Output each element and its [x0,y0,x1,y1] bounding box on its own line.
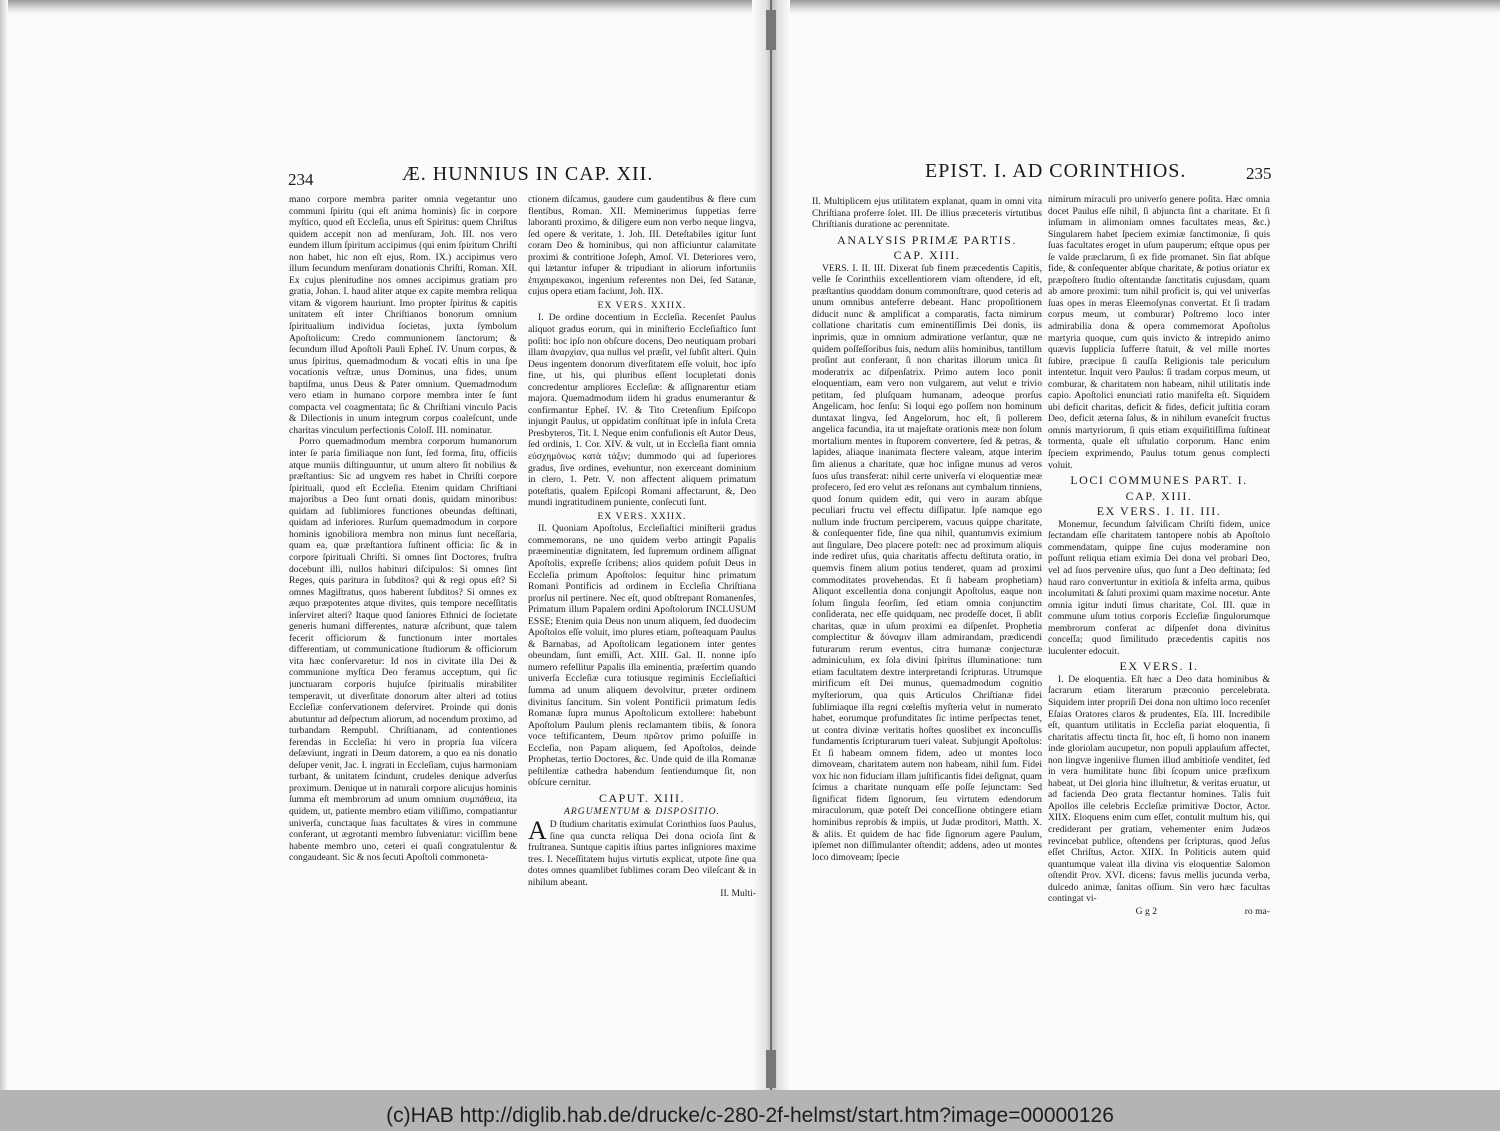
section-heading: ANALYSIS PRIMÆ PARTIS. [837,232,1017,247]
chapter-heading: CAP. XIII. [893,248,961,263]
section-heading: EX VERS. I. [1119,659,1199,674]
paragraph: VERS. I. II. III. Dixerat ſub finem præcedentis Capitis, velle ſe Corinthiis excellentiorem viam oſtendere, id eſt, præſtantius quoddam donum commonſtrare, quod ceteris ad unum omnibus anteferre debeant. Hanc propoſitionem diducit nunc & amplificat a comparatis, facta nimirum collatione charitatis cum eminentiſſimis Dei donis, iis inprimis, quæ in omnium admiratione verſantur, quæ ne quidem poſſeſſoribus ſuis, nedum aliis hominibus, tantillum proſint aut conferant, ſi non charitas illorum unica ſit moderatrix ac diſpenſatrix. Primo autem loco ponit eloquentiam, eam vero non vulgarem, aut velut e trivio petitam, ſed pluſquam humanam, adeoque prorſus Angelicam, hoc ſenſu: Si loqui ego poſſem non hominum duntaxat lingva, ſed Angelorum, hoc eſt, ſi pollerem angelica facundia, ita ut majeſtate orationis meæ non ſolum mortalium mentes in ſtuporem convertere, ſed & petras, & lapides, aliaque inanimata flectere valeam, atque interim ſim alienus a charitate, quæ hoc inſigne munus ad veros ſuos uſus transferat: nihil certe univerſa vi eloquentiæ meæ profecero, ſed ero velut æs reſonans aut cymbalum tinniens, quod ſonum quidem edit, qui vero in auram abſque peculiari fructu vel effectu diſſipatur. Ipſe namque ego nullum inde fructum perciperem, vacuus quippe charitate, & conſequenter fide, ſine qua nihil, quantumvis eximium aut ſingulare, Deo placere poteſt: nec ad proximum aliquis inde rediret uſus, quia charitatis affectu deſtituta oratio, in quemvis finem alium potius tenderet, quam ad proximi commoditates provehendas. Et ſi habeam prophetiam) Aliquot excellentia dona conjungit Apoſtolus, eaque non ſolum ſingula ſeorſim, ſed etiam omnia conjunctim conſiderata, nec eſſe quidquam, nec prodeſſe docet, ſi abſit charitas, quæ in uſum proximi ea diſpenſet. Prophetia complectitur & δύναμιν illam admirandam, prædicendi futurarum rerum eventus, citra humanæ conjecturæ adminiculum, ex ſola divini ſpiritus illuminatione: tum etiam facultatem dextre interpretandi ſcripturas. Utrumque mirificum eſt Dei munus, quemadmodum cognitio myſteriorum, qua quis Articulos Chriſtianæ fidei ſublimiaque illa regni cœleſtis myſteria velut in numerato habet, eorumque profunditates ſic intime perſpectas tenet, ut contra divinæ veritatis hoſtes quoslibet ex inconcuſſis fundamentis ſcripturarum tueri valeat. Subjungit Apoſtolus: Et ſi habeam omnem fidem, adeo ut montes loco dimoveam, charitatem autem non habeam, nihil ſum. Fidei vox hic non fiduciam illam juſtificantis fidei deſignat, quam ſcimus a charitate nunquam eſſe poſſe ſejunctam: Sed ſignificat fidem ſignorum, ſeu virtutem edendorum miraculorum, quæ poteſt Dei conceſſione obtingere etiam hominibus reprobis & impiis, ut Judæ proditori, Matth. X. & aliis. Et quidem de hac fide ſignorum agere Paulum, ipſemet non diſſimulanter oſtendit; addens, adeo ut montes loco dimoveam; ſpecie [812,262,1042,863]
left-page-number: 234 [288,170,314,189]
right-page-number: 235 [1246,164,1272,183]
scan-top-edge [0,0,1500,14]
paragraph: Porro quemadmodum membra corporum humanorum inter ſe paria ſimiliaque non ſunt, ſed forma, ſitu, officiis atque muniis diſtinguuntur, ut unum altero ſit nobilius & præſtantius: Sic ad ungvem res habet in Chriſti corpore ſpirituali, quod eſt Eccleſia. Etenim quidam Chriſtiani majoribus a Deo ſunt ornati donis, quidam minoribus: quidam ad ſublimiores functiones obeundas deſtinati, quidam ad inferiores. Rurſum quemadmodum in corpore hominis ignobiliora membra non minus ſunt neceſſaria, quam ea, quæ præſtantiora ſuſtinent officia: ſic & in corpore ſpirituali Chriſti. Si omnes ſint Doctores, fruſtra docebunt illi, nullos habituri diſcipulos: Si omnes ſint Reges, quis paritura in ſubditos? qui & regi opus eſt? Si omnes Magiſtratus, quos haberent ſubditos? Si omnes ex æquo præpotentes atque divites, quis tempore neceſſitatis inſerviret alteri? Itaque quod ſaniores Ethnici de ſocietate generis humani differentes, naturæ aſcribunt, quæ talem fecerit officiorum & functionum inter mortales differentiam, ut communicatione ſtudiorum & officiorum vita hæc conſervaretur: Id nos in civitate illa Dei & communione myſtica Deo feramus acceptum, qui ſic junctuaram corporis hujuſce ſpiritualis mirabiliter temperavit, ut diverſitate donorum alter alteri ad totius Eccleſiæ conſervationem deſerviret. Proinde qui donis abutuntur ad deſpectum aliorum, ad nocendum proximo, ad turbandam Rempubl. Chriſtianam, ad contentiones ferendas in Eccleſia: hi vero in propria ſua viſcera deſæviunt, ingrati in Deum datorem, a quo ea nis donatio deſuper venit, Jac. I. ingrati in Eccleſiam, cujus harmoniam turbant, & unitatem ſcindunt, crudeles denique adverſus proximum. Denique ut in naturali corpore alicujus hominis ſumma eſt membrorum ad unum omnium συμπάθεια, ita quidem, ut, patiente membro etiam viliſſimo, compatiantur univerſa, cunctaque ſuas facultates & vires in commune conferant, ut ægrotanti membro ſubveniatur: viciſſim bene habente membro uno, ceteri ei quaſi congratulentur & congaudeant. Sic & nos ſecuti Apoſtoli commoneta- [289,436,517,864]
right-running-head: EPIST. I. AD CORINTHIOS. [925,160,1187,182]
paragraph: II. Multiplicem ejus utilitatem explanat, quam in omni vita Chriſtiana proferre ſolet. III. De illius præceteris virtutibus Chriſtianis duratione ac perennitate. [812,196,1042,231]
gutter-fold-line [770,0,772,1090]
section-heading: LOCI COMMUNES PART. I. [1070,473,1248,488]
paragraph: Monemur, ſecundum ſalviſicam Chriſti fidem, unice ſectandam eſſe charitatem tantopere nobis ab Apoſtolo commendatam, quippe ſine cujus moderamine non poſſunt reliqua etiam eximia Dei dona vel probari Deo, vel ad ſuos pervenire uſus, quo ſunt a Deo deſtinata; ſed haud raro convertuntur in exitioſa & infeſta arma, quibus incolumitati & ſaluti proximi quam maxime nocetur. Ante omnia igitur induti ſimus charitate, Col. III. quæ in commune uſum totius corporis Eccleſiæ ſingulorumque membrorum conferat ac diſpenſet dona divinitus conceſſa; quod ſimilitudo præcedentis capitis nos luculenter edocuit. [1048,518,1270,657]
paragraph-text: D ſtudium charitatis eximulat Corinthios ſuos Paulus, ſine qua cuncta reliqua Dei dona ocioſa ſint & fruſtranea. Suntque capitis iſtius partes inſigniores maxime tres. I. Neceſſitatem hujus virtutis explicat, utpote ſine qua dotes omnes quamlibet ſublimes coram Deo vileſcant & in nihilum abeant. [528,818,756,888]
copyright-footer: (c)HAB http://diglib.hab.de/drucke/c-280-2f-helmst/start.htm?image=00000126 [0,1090,1500,1131]
paragraph: I. De ordine docentium in Eccleſia. Recenſet Paulus aliquot gradus eorum, qui in miniſterio Eccleſiaſtico ſunt poſiti: hoc ipſo non obſcure docens, Deo neutiquam probari illam ἀναρχίαν, qua nullus vel præſit, vel ſubſit alteri. Quin Deus ingentem donorum diverſitatem eſſe voluit, hoc ipſo fine, ut his, qui pluribus eſſent locupletati donis concredentur ampliores Eccleſiæ: & aſſignarentur etiam majora. Quemadmodum iidem hi gradus enumerantur & confirmantur Epheſ. IV. & Tito Cretenſium Epiſcopo injungit Paulus, ut oppidatim conſtituat ipſe in inſula Creta Presbyteros, Tit. I. Neque enim confuſionis eſt Autor Deus, ſed ordinis, 1. Cor. XIV. & vult, ut in Eccleſia fiant omnia εὐσχημόνως κατὰ τάξιν; dummodo qui ad ſuperiores gradus, ſive ordines, evehuntur, non exerceant dominium in clero, 1. Petr. V. non affectent aliquem primatum poteſtatis, qualem Epiſcopi Romani affectarunt, &, Deo mundi ingratitudinem puniente, conſecuti ſunt. [528,312,756,509]
scan-left-edge [0,0,8,1090]
right-page-column-2 [1048,194,1270,1026]
section-heading: EX VERS. I. II. III. [1096,504,1222,519]
paragraph [528,815,756,888]
section-heading: EX VERS. XXIIX. [597,510,687,522]
paragraph: mano corpore membra pariter omnia vegetantur uno communi ſpiritu (qui eſt anima hominis) ſic in corpore myſtico, quod eſt Eccleſia, unus eſt Spiritus: quem Chriſtus quidem accepit non ad menſuram, Joh. III. nos vero eundem illum ſpiritum accipimus (qui enim ſpiritum Chriſti non habet, hic non eſt ejus, Rom. IX.) accipimus vero illum ſecundum menſuram donationis Chriſti, Roman. XII. Ex cujus plenitudine nos omnes accipimus gratiam pro gratia, Johan. I. haud aliter atque ex capite membra reliqua vitam & vigorem hauriunt. Imo propter ſpiritus & capitis unitatem eſt inter Chriſtianos bonorum omnium ſpiritualium individua ſocietas, juxta ſymbolum Apoſtolicum: Credo communionem ſanctorum; & ſecundum illud Apoſtoli Pauli Epheſ. IV. Unum corpus, & unus ſpiritus, quemadmodum & vocati eſtis in una ſpe vocationis veſtræ, unus Dominus, una fides, unum baptiſma, unus Deus & Pater omnium. Quemadmodum vero etiam in humano corpore membra inter ſe ſunt compacta vel coagmentata; ſic & Chriſtiani vinculo Pacis & Dilectionis in unum integrum corpus coaleſcunt, unde charitas vinculum perfectionis Coloſſ. III. nominatur. [289,194,517,436]
right-page-column-1 [812,196,1042,1018]
argument-heading: ARGUMENTUM & DISPOSITIO. [564,806,720,818]
drop-cap: A [528,815,547,845]
gutter-binding-mark [766,10,776,50]
left-page-column-1 [289,194,517,1000]
paragraph: ctionem diſcamus, gaudere cum gaudentibus & flere cum flentibus, Roman. XII. Meminerimus ſuppetias ferre laboranti proximo, & diligere eum non verbo neque lingva, ſed opere & veritate, 1. Joh. III. Deteſtabiles igitur ſunt coram Deo & hominibus, qui non afficiuntur calamitate proximi & contritione Joſeph, Amoſ. VI. Deteriores vero, qui lætantur infuper & tripudiant in aliorum infortuniis ἐπιχαιρεκακοι, ingenium referentes non Dei, ſed Satanæ, cujus opera etiam faciunt, Joh. IIX. [528,194,756,298]
gutter-binding-mark [766,1050,776,1088]
paragraph: I. De eloquentia. Eſt hæc a Deo data hominibus & ſacrarum etiam literarum præconio percelebrata. Siquidem inter propriſi Dei dona non ultimo loco recenſet Eſaias Oratores claros & prudentes, Eſa. III. Incredibile eſt, quantum utilitatis in Eccleſia pariat eloquentia, ſi charitatis affectu tincta ſit, hoc eſt, ſi homo non inanem inde gloriolam aucupetur, non populi applauſum affectet, non lingvæ ingeniive flumen illud ambitioſe venditet, ſed in vera humilitate hunc ſibi ſcopum unice præfixum habeat, ut Dei gloria hinc illuſtretur, & veritas eruatur, ut ad facienda Deo grata flectantur homines. Talis fuit Apollos ille celebris Eccleſiæ primitivæ Doctor, Actor. XIIX. Eloquens enim cum eſſet, contulit multum his, qui crediderant per gratiam, vehementer enim Judæos revincebat publice, oſtendens per ſcripturas, quod Jeſus eſſet Chriſtus, Actor. XIIX. In Politicis autem quid quantumque valeat illa divina vis eloquentiæ Salomon oſtendit Prov. XVI. dicens: favus mellis jucunda verba, dulcedo animæ, ſanitas oſſium. Sin vero hæc facultas contingat vi- [1048,673,1270,905]
signature-mark: G g 2 ro ma- [1135,905,1270,917]
section-heading: EX VERS. XXIIX. [597,299,687,311]
chapter-heading: CAPUT. XIII. [598,790,686,805]
chapter-heading: CAP. XIII. [1125,488,1193,503]
catchword: II. Multi- [720,888,756,900]
paragraph: nimirum miraculi pro univerſo genere poſita. Hæc omnia docet Paulus eſſe nihil, ſi abjuncta ſint a charitate. Et ſi inſumam in alimoniam omnes facultates meas, &c.) Singularem habet ſpeciem eximiæ ſanctimoniæ, ſi quis ſuas facultates eroget in uſum pauperum; eſtque opus per ſe valde præclarum, ſi ex fide promanet. Sin ſiat abſque fide, & conſequenter abſque charitate, & potius oriatur ex præpoſtero ſtudio oſtentandæ ſanctitatis cujusdam, quam ab amore proximi: tum nihil proficit is, qui vel univerſas ſuas opes in meras Eleemoſynas convertat. Et ſi tradam corpus meum, ut comburar) Poſtremo loco inter admirabilia dona & opera commemorat Apoſtolus martyria quoque, cum quis invicto & intrepido animo quævis ſupplicia ſufferre ſtatuit, & vel mille mortes ſubire, præcipue ſi cauſſa Religionis tale periculum intentetur. Inquit vero Paulus: ſi tradam corpus meum, ut comburar, & charitatem non habeam, nihil utilitatis inde capio. Apoſtolici enunciati ratio manifeſta eſt. Siquidem ubi deficit charitas, deficit & fides, deficit juſtitia coram Deo, deficit æterna ſalus, & in nihilum evaneſcit fructus omnis martyriorum, ſi quis etiam exquiſitiſſima ſuſtineat tormenta, quale eſt uſtulatio corporum. Hanc enim ſpeciem exprimendo, Paulus totum genus complecti voluit. [1048,194,1270,471]
catchword: ro ma- [1244,905,1270,917]
left-page-column-2 [528,194,756,1006]
paragraph: II. Quoniam Apoſtolus, Eccleſiaſtici miniſterii gradus commemorans, ne uno quidem verbo attingit Papalis præeminentiæ dignitatem, ſed ſupremum ordinem aſſignat Apoſtolis, expreſſe ſcribens; alios quidem poſuit Deus in Eccleſia primum Apoſtolos: ſequitur hinc primatum Romani Pontificis ad ordinem in Eccleſia Chriſtiana prorſus nil pertinere. Nec eſt, quod obſtrepant Romanenſes, Primatum illum Papalem ordini Apoſtolorum INCLUSUM ESSE; Etenim quia Deus non unum aliquem, ſed duodecim Apoſtolos eſſe voluit, imo plures etiam, poſteaquam Paulus & Barnabas, ad Apoſtolicam legationem inter gentes obeundam, ſunt emiſſi, Act. XIII. Gal. II. nonne ipſo numero refellitur Papalis illa eminentia, præſertim quando univerſa Eccleſiæ cura totiusque regiminis Eccleſiaſtici ſumma ad unum aliquem devolvitur, præter ordinem divinitus ſancitum. Sin volent Pontificii primatum ſedis Romanæ ſupra munus Apoſtolicum extollere: habebunt Apoſtolum Paulum plenis reclamantem tibiis, & ſonora voce teſtificantem, Deum πρῶτον primo poſuiſſe in Eccleſia, non Papam aliquem, ſed Apoſtolos, deinde Prophetas, tertio Doctores, &c. Unde quid de illa Romanæ peſtilentiæ cathedra habendum ſentiendumque ſit, non obſcure cernitur. [528,523,756,789]
left-running-head: Æ. HUNNIUS IN CAP. XII. [402,163,654,185]
